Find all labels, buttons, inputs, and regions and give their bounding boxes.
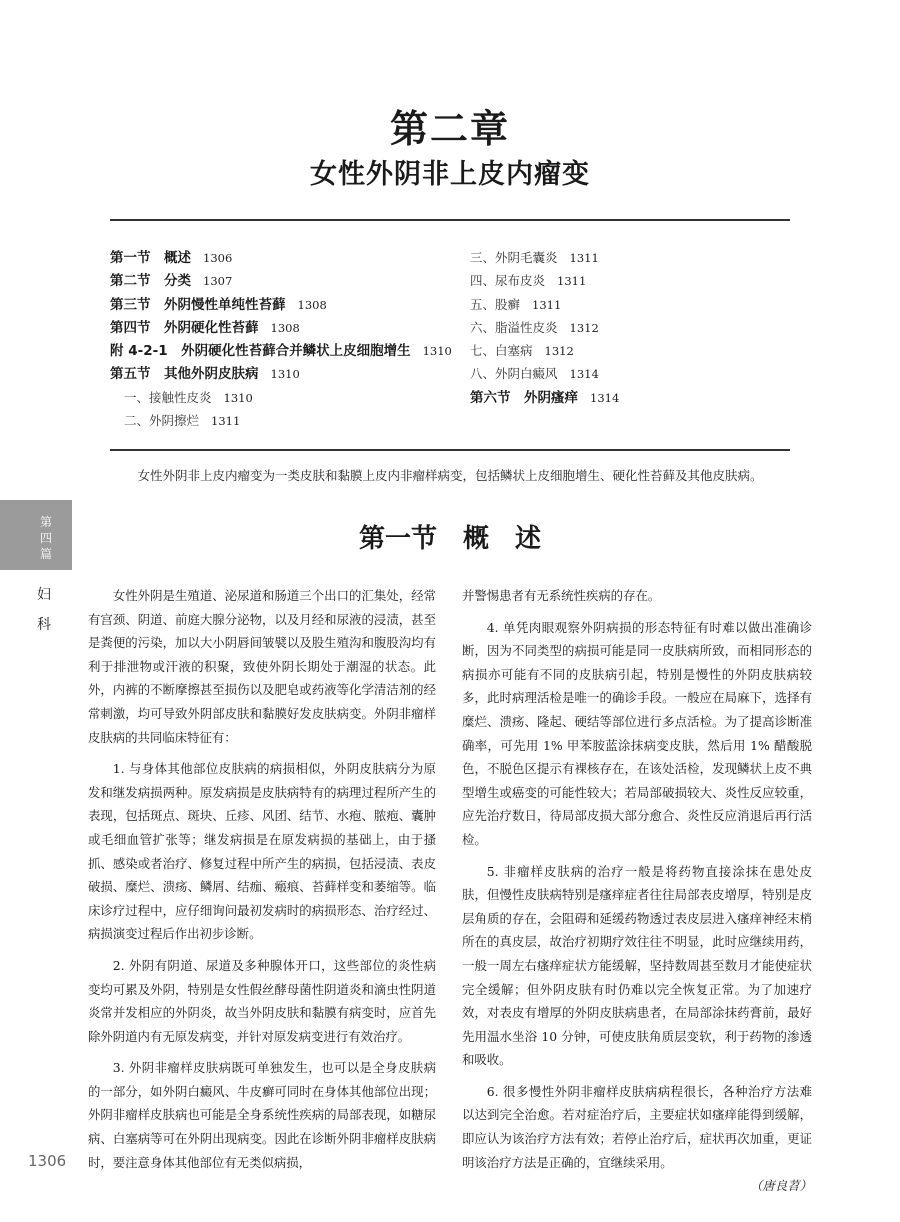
toc-entry[interactable] [110, 270, 490, 293]
toc-entry-page: 1311 [557, 274, 587, 289]
body-column-right [462, 584, 812, 1198]
toc-entry[interactable] [110, 317, 490, 340]
toc-entry-page: 1308 [297, 297, 327, 312]
discipline-label [34, 580, 54, 640]
toc-right-column [470, 247, 790, 410]
toc-entry[interactable] [470, 363, 790, 386]
discipline-char: 科 [37, 617, 51, 633]
toc-entry-label: 五、股癣 [470, 296, 521, 312]
toc-entry[interactable] [470, 340, 790, 363]
toc-entry-label: 四、尿布皮炎 [470, 273, 546, 289]
toc-entry[interactable] [110, 340, 490, 363]
body-paragraph: 5. 非瘤样皮肤病的治疗一般是将药物直接涂抹在患处皮肤，但慢性皮肤病特别是瘙痒症者往往局部表皮增厚，特别是皮层角质的存在，会阻碍和延缓药物透过表皮层进入瘙痒神经末梢所在的真皮层，故治疗初期疗效往往不明显，此时应继续用药，一般一周左右瘙痒症状方能缓解，坚持数周甚至数月才能使症状完全缓解；但外阴皮肤有时仍难以完全恢复正常。为了加速疗效，对表皮有增厚的外阴皮肤病患者，在局部涂抹药膏前，最好先用温水坐浴 10 分钟，可使皮肤角质层变软，利于药物的渗透和吸收。 [462, 863, 812, 1068]
toc-entry-page: 1312 [544, 344, 574, 359]
toc-entry-page: 1311 [569, 251, 599, 265]
toc-entry-page: 1314 [590, 390, 620, 405]
author-signature: （唐良苕） [750, 1178, 812, 1194]
toc-entry-label: 附 4-2-1 外阴硬化性苔藓合并鳞状上皮细胞增生 [110, 343, 411, 360]
toc-entry-label: 第六节 外阴瘙痒 [470, 389, 578, 406]
part-tab-char: 第 [39, 515, 52, 529]
toc-entry[interactable] [110, 294, 490, 317]
top-divider [110, 219, 790, 221]
toc-entry[interactable] [470, 247, 790, 270]
chapter-intro: 女性外阴非上皮内瘤变为一类皮肤和黏膜上皮内非瘤样病变，包括鳞状上皮细胞增生、硬化性苔藓及其他皮肤病。 [137, 468, 763, 483]
toc-entry-page: 1314 [569, 367, 599, 382]
page-number: 1306 [28, 1152, 67, 1170]
body-paragraph: 2. 外阴有阴道、尿道及多种腺体开口，这些部位的炎性病变均可累及外阴，特别是女性假丝酵母菌性阴道炎和滴虫性阴道炎常并发相应的外阴炎，故当外阴皮肤和黏膜有病变时，应首先除外阴道内有无原发病变，并针对原发病变进行有效治疗。 [88, 957, 436, 1044]
toc-entry-label: 三、外阴毛囊炎 [470, 250, 558, 265]
toc-entry[interactable] [470, 294, 790, 317]
body-paragraph: 1. 与身体其他部位皮肤病的病损相似，外阴皮肤病分为原发和继发病损两种。原发病损是皮肤病特有的病理过程所产生的表现，包括斑点、斑块、丘疹、风团、结节、水疱、脓疱、囊肿或毛细血管扩张等；继发病损是在原发病损的基础上，由于搔抓、感染或者治疗、修复过程中所产生的病损，包括浸渍、表皮破损、糜烂、溃疡、鳞屑、结痂、瘢痕、苔藓样变和萎缩等。临床诊疗过程中，应仔细询问最初发病时的病损形态、治疗经过、病损演变过程后作出初步诊断。 [88, 761, 436, 942]
toc-left-column [110, 247, 490, 433]
bottom-divider [110, 449, 790, 451]
body-paragraph: 6. 很多慢性外阴非瘤样皮肤病病程很长，各种治疗方法难以达到完全治愈。若对症治疗后，主要症状如瘙痒能得到缓解，即应认为该治疗方法有效；若停止治疗后，症状再次加重，更证明该治疗方法是正确的，宜继续采用。 [462, 1083, 812, 1170]
toc-entry-label: 第一节 概述 [110, 250, 191, 266]
toc-entry-label: 第二节 分类 [110, 273, 191, 290]
toc-entry[interactable] [470, 387, 790, 410]
toc-entry[interactable] [110, 387, 490, 410]
toc-entry-page: 1310 [422, 344, 452, 359]
toc-entry-label: 二、外阴擦烂 [124, 413, 200, 429]
chapter-subtitle: 女性外阴非上皮内瘤变 [310, 159, 590, 190]
toc-entry-page: 1306 [203, 251, 233, 265]
section-title: 第一节 概 述 [358, 524, 541, 554]
body-paragraph: 并警惕患者有无系统性疾病的存在。 [462, 588, 661, 603]
toc-entry-label: 六、脂溢性皮炎 [470, 319, 558, 335]
part-tab-char: 四 [39, 531, 52, 545]
toc-entry-page: 1310 [270, 367, 300, 382]
toc-entry-page: 1307 [203, 274, 233, 289]
toc-entry[interactable] [110, 363, 490, 386]
toc-entry[interactable] [470, 270, 790, 293]
toc-entry-label: 第四节 外阴硬化性苔藓 [110, 319, 259, 336]
toc-entry[interactable] [470, 317, 790, 340]
toc-entry-label: 七、白塞病 [470, 343, 533, 359]
body-column-left [88, 584, 436, 1174]
part-tab-char: 篇 [39, 547, 52, 561]
body-paragraph: 女性外阴是生殖道、泌尿道和肠道三个出口的汇集处，经常有宫颈、阴道、前庭大腺分泌物，以及月经和尿液的浸渍，甚至是粪便的污染，加以大小阴唇间皱襞以及股生殖沟和腹股沟均有利于排泄物或汗液的积聚，致使外阴长期处于潮湿的状态。此外，内裤的不断摩擦甚至损伤以及肥皂或药液等化学清洁剂的经常刺激，均可导致外阴部皮肤和黏膜好发皮肤病变。外阴非瘤样皮肤病的共同临床特征有： [88, 588, 436, 745]
toc-entry-page: 1311 [211, 414, 241, 429]
toc-entry-label: 第三节 外阴慢性单纯性苔藓 [110, 296, 286, 313]
toc-entry[interactable] [110, 247, 490, 270]
chapter-title: 第二章 [389, 107, 510, 151]
toc-entry-label: 第五节 其他外阴皮肤病 [110, 366, 259, 383]
toc-entry-page: 1311 [532, 297, 562, 312]
discipline-char: 妇 [37, 587, 51, 603]
toc-entry-page: 1308 [270, 320, 300, 335]
toc-entry-page: 1312 [569, 320, 599, 335]
toc-entry[interactable] [110, 410, 490, 433]
body-paragraph: 3. 外阴非瘤样皮肤病既可单独发生，也可以是全身皮肤病的一部分，如外阴白癜风、牛皮癣可同时在身体其他部位出现；外阴非瘤样皮肤病也可能是全身系统性疾病的局部表现，如糖尿病、白塞病等可在外阴出现病变。因此在诊断外阴非瘤样皮肤病时，要注意身体其他部位有无类似病损， [88, 1060, 436, 1170]
toc-entry-label: 八、外阴白癜风 [470, 366, 558, 382]
toc-entry-label: 一、接触性皮炎 [124, 389, 212, 405]
toc-entry-page: 1310 [223, 390, 253, 405]
body-paragraph: 4. 单凭肉眼观察外阴病损的形态特征有时难以做出准确诊断，因为不同类型的病损可能是同一皮肤病所致，而相同形态的病损亦可能有不同的皮肤病引起，特别是慢性的外阴皮肤病较多，此时病理活检是唯一的确诊手段。一般应在局麻下，选择有糜烂、溃疡、隆起、硬结等部位进行多点活检。为了提高诊断准确率，可先用 1% 甲苯胺蓝涂抹病变皮肤，然后用 1% 醋酸脱色，不脱色区提示有裸核存在，在该处活检，发现鳞状上皮不典型增生或癌变的可能性较大；若局部破损较大、炎性反应较重，应先治疗数日，待局部皮损大部分愈合、炎性反应消退后再行活检。 [462, 619, 812, 847]
